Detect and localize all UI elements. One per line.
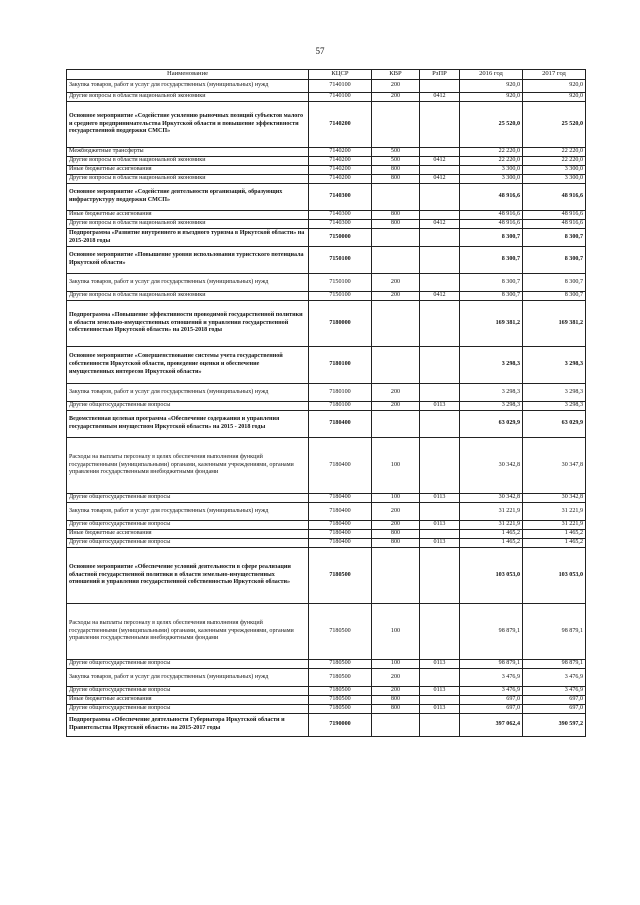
row-name-cell: Расходы на выплаты персоналу в целях обеспечения выполнения функций государственными (муниципальными) органами, казенными учреждениями, органами управления государственными внебюджетными фондами	[67, 604, 309, 660]
row-rzpr-cell	[420, 148, 460, 157]
row-2017-cell: 3 298,3	[523, 347, 586, 384]
table-row	[67, 705, 586, 714]
table-row	[67, 220, 586, 229]
row-2017-cell: 25 520,0	[523, 102, 586, 148]
row-2017-cell: 48 916,6	[523, 211, 586, 220]
row-kvr-cell: 800	[372, 705, 420, 714]
row-rzpr-cell	[420, 229, 460, 247]
header-2016: 2016 год	[460, 70, 523, 80]
row-rzpr-cell	[420, 503, 460, 521]
row-kvr-cell: 800	[372, 530, 420, 539]
row-name-cell: Другие вопросы в области национальной экономики	[67, 220, 309, 229]
table-row	[67, 660, 586, 669]
header-rzpr: РзПР	[420, 70, 460, 80]
row-kcsr-cell: 7180500	[309, 604, 372, 660]
row-kvr-cell: 200	[372, 687, 420, 696]
table-row	[67, 696, 586, 705]
row-2016-cell: 3 476,9	[460, 669, 523, 687]
table-row	[67, 347, 586, 384]
table-row	[67, 714, 586, 737]
page-number: 57	[315, 46, 325, 56]
row-kcsr-cell: 7180100	[309, 402, 372, 411]
row-2016-cell: 697,0	[460, 696, 523, 705]
table-row	[67, 157, 586, 166]
row-kvr-cell: 800	[372, 539, 420, 548]
row-rzpr-cell: 0412	[420, 175, 460, 184]
row-2016-cell: 31 221,9	[460, 503, 523, 521]
row-kcsr-cell: 7150100	[309, 247, 372, 274]
row-kvr-cell: 800	[372, 696, 420, 705]
table-row	[67, 604, 586, 660]
row-kcsr-cell: 7180400	[309, 539, 372, 548]
row-2017-cell: 3 300,0	[523, 166, 586, 175]
row-2017-cell: 98 879,1	[523, 604, 586, 660]
row-2017-cell: 1 465,2	[523, 530, 586, 539]
row-2016-cell: 169 381,2	[460, 301, 523, 347]
table-row	[67, 102, 586, 148]
row-2016-cell: 8 300,7	[460, 292, 523, 301]
row-kvr-cell: 200	[372, 384, 420, 402]
row-rzpr-cell	[420, 714, 460, 737]
row-2017-cell: 22 220,0	[523, 148, 586, 157]
row-name-cell: Ведомственная целевая программа «Обеспечение содержания и управления государственным имуществом Иркутской области» на 2015 - 2018 годы	[67, 411, 309, 438]
row-kcsr-cell: 7180000	[309, 301, 372, 347]
row-2016-cell: 98 879,1	[460, 604, 523, 660]
row-name-cell: Другие общегосударственные вопросы	[67, 539, 309, 548]
row-rzpr-cell	[420, 80, 460, 93]
row-2016-cell: 920,0	[460, 80, 523, 93]
row-name-cell: Основное мероприятие «Повышение уровня использования туристского потенциала Иркутской области»	[67, 247, 309, 274]
table-row	[67, 229, 586, 247]
row-kvr-cell: 200	[372, 521, 420, 530]
row-2016-cell: 3 298,3	[460, 347, 523, 384]
row-rzpr-cell	[420, 384, 460, 402]
row-name-cell: Другие вопросы в области национальной экономики	[67, 157, 309, 166]
row-name-cell: Основное мероприятие «Обеспечение условий деятельности в сфере реализации областной государственной политики в области земельно-имущественных отношений и управления государственной собственностью Иркутской области»	[67, 548, 309, 604]
table-row	[67, 521, 586, 530]
row-kvr-cell: 200	[372, 402, 420, 411]
row-2016-cell: 1 465,2	[460, 530, 523, 539]
row-kcsr-cell: 7140300	[309, 211, 372, 220]
row-rzpr-cell: 0113	[420, 521, 460, 530]
row-kcsr-cell: 7180400	[309, 411, 372, 438]
row-2016-cell: 397 062,4	[460, 714, 523, 737]
row-2016-cell: 22 220,0	[460, 148, 523, 157]
row-kvr-cell: 500	[372, 157, 420, 166]
row-kcsr-cell: 7140200	[309, 148, 372, 157]
row-2017-cell: 98 879,1	[523, 660, 586, 669]
row-2016-cell: 3 298,3	[460, 384, 523, 402]
table-row	[67, 274, 586, 292]
row-2016-cell: 8 300,7	[460, 274, 523, 292]
row-name-cell: Основное мероприятие «Совершенствование системы учета государственной собственности Иркутской области, проведение оценки и обеспечение имущественных интересов Иркутской области»	[67, 347, 309, 384]
row-kvr-cell: 100	[372, 660, 420, 669]
row-2016-cell: 30 342,8	[460, 494, 523, 503]
row-kvr-cell: 200	[372, 669, 420, 687]
row-name-cell: Подпрограмма «Повышение эффективности проводимой государственной политики в области земельно-имущественных отношений и управления государственной собственностью Иркутской области» на 2015-2018 годы	[67, 301, 309, 347]
row-kcsr-cell: 7180400	[309, 503, 372, 521]
row-kcsr-cell: 7180400	[309, 438, 372, 494]
row-2017-cell: 697,0	[523, 705, 586, 714]
row-kcsr-cell: 7140200	[309, 175, 372, 184]
row-rzpr-cell: 0113	[420, 705, 460, 714]
row-rzpr-cell	[420, 548, 460, 604]
row-2017-cell: 920,0	[523, 93, 586, 102]
row-kvr-cell	[372, 301, 420, 347]
row-2017-cell: 3 476,9	[523, 669, 586, 687]
table-row	[67, 175, 586, 184]
row-rzpr-cell: 0113	[420, 687, 460, 696]
row-name-cell: Закупка товаров, работ и услуг для государственных (муниципальных) нужд	[67, 384, 309, 402]
table-row	[67, 211, 586, 220]
row-name-cell: Закупка товаров, работ и услуг для государственных (муниципальных) нужд	[67, 669, 309, 687]
table-row	[67, 148, 586, 157]
header-2017: 2017 год	[523, 70, 586, 80]
row-name-cell: Межбюджетные трансферты	[67, 148, 309, 157]
row-kvr-cell	[372, 229, 420, 247]
row-kcsr-cell: 7150000	[309, 229, 372, 247]
row-rzpr-cell	[420, 347, 460, 384]
table-row	[67, 503, 586, 521]
row-kcsr-cell: 7180100	[309, 384, 372, 402]
table-row	[67, 166, 586, 175]
header-kvr: КВР	[372, 70, 420, 80]
row-kvr-cell	[372, 411, 420, 438]
row-name-cell: Другие вопросы в области национальной экономики	[67, 292, 309, 301]
row-kvr-cell: 800	[372, 166, 420, 175]
table-row	[67, 438, 586, 494]
row-kcsr-cell: 7180500	[309, 548, 372, 604]
row-kvr-cell	[372, 247, 420, 274]
row-kcsr-cell: 7140300	[309, 220, 372, 229]
row-name-cell: Другие общегосударственные вопросы	[67, 705, 309, 714]
row-kvr-cell: 500	[372, 148, 420, 157]
row-kvr-cell	[372, 102, 420, 148]
row-kcsr-cell: 7180500	[309, 687, 372, 696]
row-2017-cell: 8 300,7	[523, 292, 586, 301]
row-rzpr-cell: 0113	[420, 539, 460, 548]
row-kcsr-cell: 7140200	[309, 102, 372, 148]
row-2017-cell: 920,0	[523, 80, 586, 93]
row-2017-cell: 1 465,2	[523, 539, 586, 548]
row-name-cell: Основное мероприятие «Содействие усилению рыночных позиций субъектов малого и среднего предпринимательства Иркутской области и повышение эффективности государственной поддержки СМСП»	[67, 102, 309, 148]
row-name-cell: Основное мероприятие «Содействие деятельности организаций, образующих инфраструктуру поддержки СМСП»	[67, 184, 309, 211]
table-body	[67, 80, 586, 737]
row-2016-cell: 8 300,7	[460, 229, 523, 247]
table-row	[67, 494, 586, 503]
row-kvr-cell	[372, 548, 420, 604]
table-row	[67, 687, 586, 696]
row-2017-cell: 697,0	[523, 696, 586, 705]
row-kvr-cell: 200	[372, 292, 420, 301]
row-rzpr-cell: 0412	[420, 157, 460, 166]
table-row	[67, 669, 586, 687]
row-kcsr-cell: 7190000	[309, 714, 372, 737]
row-rzpr-cell	[420, 604, 460, 660]
row-2016-cell: 1 465,2	[460, 539, 523, 548]
row-name-cell: Подпрограмма «Обеспечение деятельности Губернатора Иркутской области и Правительства Иркутской области» на 2015-2017 годы	[67, 714, 309, 737]
row-2016-cell: 48 916,6	[460, 184, 523, 211]
row-2017-cell: 31 221,9	[523, 503, 586, 521]
row-kcsr-cell: 7180100	[309, 347, 372, 384]
row-2017-cell: 3 298,3	[523, 402, 586, 411]
row-rzpr-cell: 0412	[420, 220, 460, 229]
row-name-cell: Подпрограмма «Развитие внутреннего и въездного туризма в Иркутской области» на 2015-2018 годы	[67, 229, 309, 247]
table-row	[67, 184, 586, 211]
row-2017-cell: 48 916,6	[523, 184, 586, 211]
table-row	[67, 402, 586, 411]
row-kcsr-cell: 7140200	[309, 166, 372, 175]
row-2016-cell: 8 300,7	[460, 247, 523, 274]
row-kvr-cell: 800	[372, 175, 420, 184]
table-row	[67, 539, 586, 548]
row-kvr-cell: 200	[372, 80, 420, 93]
row-name-cell: Другие общегосударственные вопросы	[67, 494, 309, 503]
row-rzpr-cell	[420, 696, 460, 705]
row-rzpr-cell	[420, 211, 460, 220]
row-2017-cell: 48 916,6	[523, 220, 586, 229]
row-kcsr-cell: 7140100	[309, 80, 372, 93]
header-kcsr: КЦСР	[309, 70, 372, 80]
row-rzpr-cell	[420, 184, 460, 211]
row-2016-cell: 25 520,0	[460, 102, 523, 148]
row-rzpr-cell	[420, 102, 460, 148]
row-kvr-cell: 100	[372, 438, 420, 494]
table-row	[67, 292, 586, 301]
row-kcsr-cell: 7180500	[309, 669, 372, 687]
row-kvr-cell	[372, 184, 420, 211]
row-2017-cell: 103 053,0	[523, 548, 586, 604]
row-2016-cell: 48 916,6	[460, 211, 523, 220]
row-rzpr-cell: 0113	[420, 494, 460, 503]
row-2017-cell: 30 342,8	[523, 494, 586, 503]
table-header	[67, 70, 586, 80]
row-name-cell: Закупка товаров, работ и услуг для государственных (муниципальных) нужд	[67, 80, 309, 93]
row-rzpr-cell: 0113	[420, 660, 460, 669]
row-2017-cell: 3 298,3	[523, 384, 586, 402]
table-row	[67, 93, 586, 102]
row-rzpr-cell	[420, 530, 460, 539]
row-kvr-cell: 200	[372, 503, 420, 521]
row-kvr-cell: 200	[372, 93, 420, 102]
row-rzpr-cell	[420, 438, 460, 494]
row-kcsr-cell: 7180400	[309, 521, 372, 530]
row-2016-cell: 3 476,9	[460, 687, 523, 696]
row-2017-cell: 390 597,2	[523, 714, 586, 737]
table-row	[67, 301, 586, 347]
row-2017-cell: 31 221,9	[523, 521, 586, 530]
row-rzpr-cell: 0113	[420, 402, 460, 411]
row-name-cell: Другие общегосударственные вопросы	[67, 687, 309, 696]
row-2016-cell: 3 300,0	[460, 166, 523, 175]
row-2016-cell: 30 342,8	[460, 438, 523, 494]
row-rzpr-cell: 0412	[420, 93, 460, 102]
row-2016-cell: 103 053,0	[460, 548, 523, 604]
row-name-cell: Иные бюджетные ассигнования	[67, 211, 309, 220]
row-kvr-cell: 800	[372, 211, 420, 220]
row-kcsr-cell: 7180400	[309, 494, 372, 503]
row-kvr-cell	[372, 347, 420, 384]
row-name-cell: Иные бюджетные ассигнования	[67, 696, 309, 705]
row-name-cell: Другие общегосударственные вопросы	[67, 521, 309, 530]
budget-table	[66, 69, 586, 737]
table-row	[67, 80, 586, 93]
table-row	[67, 411, 586, 438]
row-rzpr-cell	[420, 166, 460, 175]
row-kvr-cell: 800	[372, 220, 420, 229]
row-kcsr-cell: 7180400	[309, 530, 372, 539]
table-row	[67, 548, 586, 604]
row-kcsr-cell: 7140300	[309, 184, 372, 211]
row-2017-cell: 8 300,7	[523, 247, 586, 274]
row-2016-cell: 3 298,3	[460, 402, 523, 411]
row-2017-cell: 22 220,0	[523, 157, 586, 166]
row-2017-cell: 8 300,7	[523, 229, 586, 247]
table-row	[67, 384, 586, 402]
row-2017-cell: 8 300,7	[523, 274, 586, 292]
row-2016-cell: 22 220,0	[460, 157, 523, 166]
row-rzpr-cell	[420, 411, 460, 438]
row-rzpr-cell: 0412	[420, 292, 460, 301]
row-rzpr-cell	[420, 301, 460, 347]
row-kvr-cell	[372, 714, 420, 737]
row-name-cell: Другие общегосударственные вопросы	[67, 402, 309, 411]
row-name-cell: Иные бюджетные ассигнования	[67, 530, 309, 539]
header-name: Наименование	[67, 70, 309, 80]
header-row	[67, 70, 586, 80]
row-name-cell: Закупка товаров, работ и услуг для государственных (муниципальных) нужд	[67, 274, 309, 292]
row-2016-cell: 697,0	[460, 705, 523, 714]
row-2016-cell: 63 029,9	[460, 411, 523, 438]
row-name-cell: Другие вопросы в области национальной экономики	[67, 175, 309, 184]
row-rzpr-cell	[420, 247, 460, 274]
row-kvr-cell: 100	[372, 494, 420, 503]
row-name-cell: Иные бюджетные ассигнования	[67, 166, 309, 175]
row-kvr-cell: 100	[372, 604, 420, 660]
row-kcsr-cell: 7140100	[309, 93, 372, 102]
row-name-cell: Другие общегосударственные вопросы	[67, 660, 309, 669]
row-2017-cell: 169 381,2	[523, 301, 586, 347]
table-row	[67, 530, 586, 539]
row-2016-cell: 31 221,9	[460, 521, 523, 530]
row-kcsr-cell: 7180500	[309, 705, 372, 714]
row-rzpr-cell	[420, 669, 460, 687]
row-2016-cell: 3 300,0	[460, 175, 523, 184]
row-name-cell: Расходы на выплаты персоналу в целях обеспечения выполнения функций государственными (муниципальными) органами, казенными учреждениями, органами управления государственными внебюджетными фондами	[67, 438, 309, 494]
row-2017-cell: 3 300,0	[523, 175, 586, 184]
row-2016-cell: 98 879,1	[460, 660, 523, 669]
table-row	[67, 247, 586, 274]
row-2017-cell: 63 029,9	[523, 411, 586, 438]
row-2017-cell: 30 347,8	[523, 438, 586, 494]
row-kcsr-cell: 7150100	[309, 274, 372, 292]
row-kcsr-cell: 7140200	[309, 157, 372, 166]
row-rzpr-cell	[420, 274, 460, 292]
row-name-cell: Закупка товаров, работ и услуг для государственных (муниципальных) нужд	[67, 503, 309, 521]
row-kcsr-cell: 7180500	[309, 660, 372, 669]
row-name-cell: Другие вопросы в области национальной экономики	[67, 93, 309, 102]
row-2016-cell: 48 916,6	[460, 220, 523, 229]
row-kcsr-cell: 7150100	[309, 292, 372, 301]
row-2017-cell: 3 476,9	[523, 687, 586, 696]
row-2016-cell: 920,0	[460, 93, 523, 102]
row-kvr-cell: 200	[372, 274, 420, 292]
row-kcsr-cell: 7180500	[309, 696, 372, 705]
